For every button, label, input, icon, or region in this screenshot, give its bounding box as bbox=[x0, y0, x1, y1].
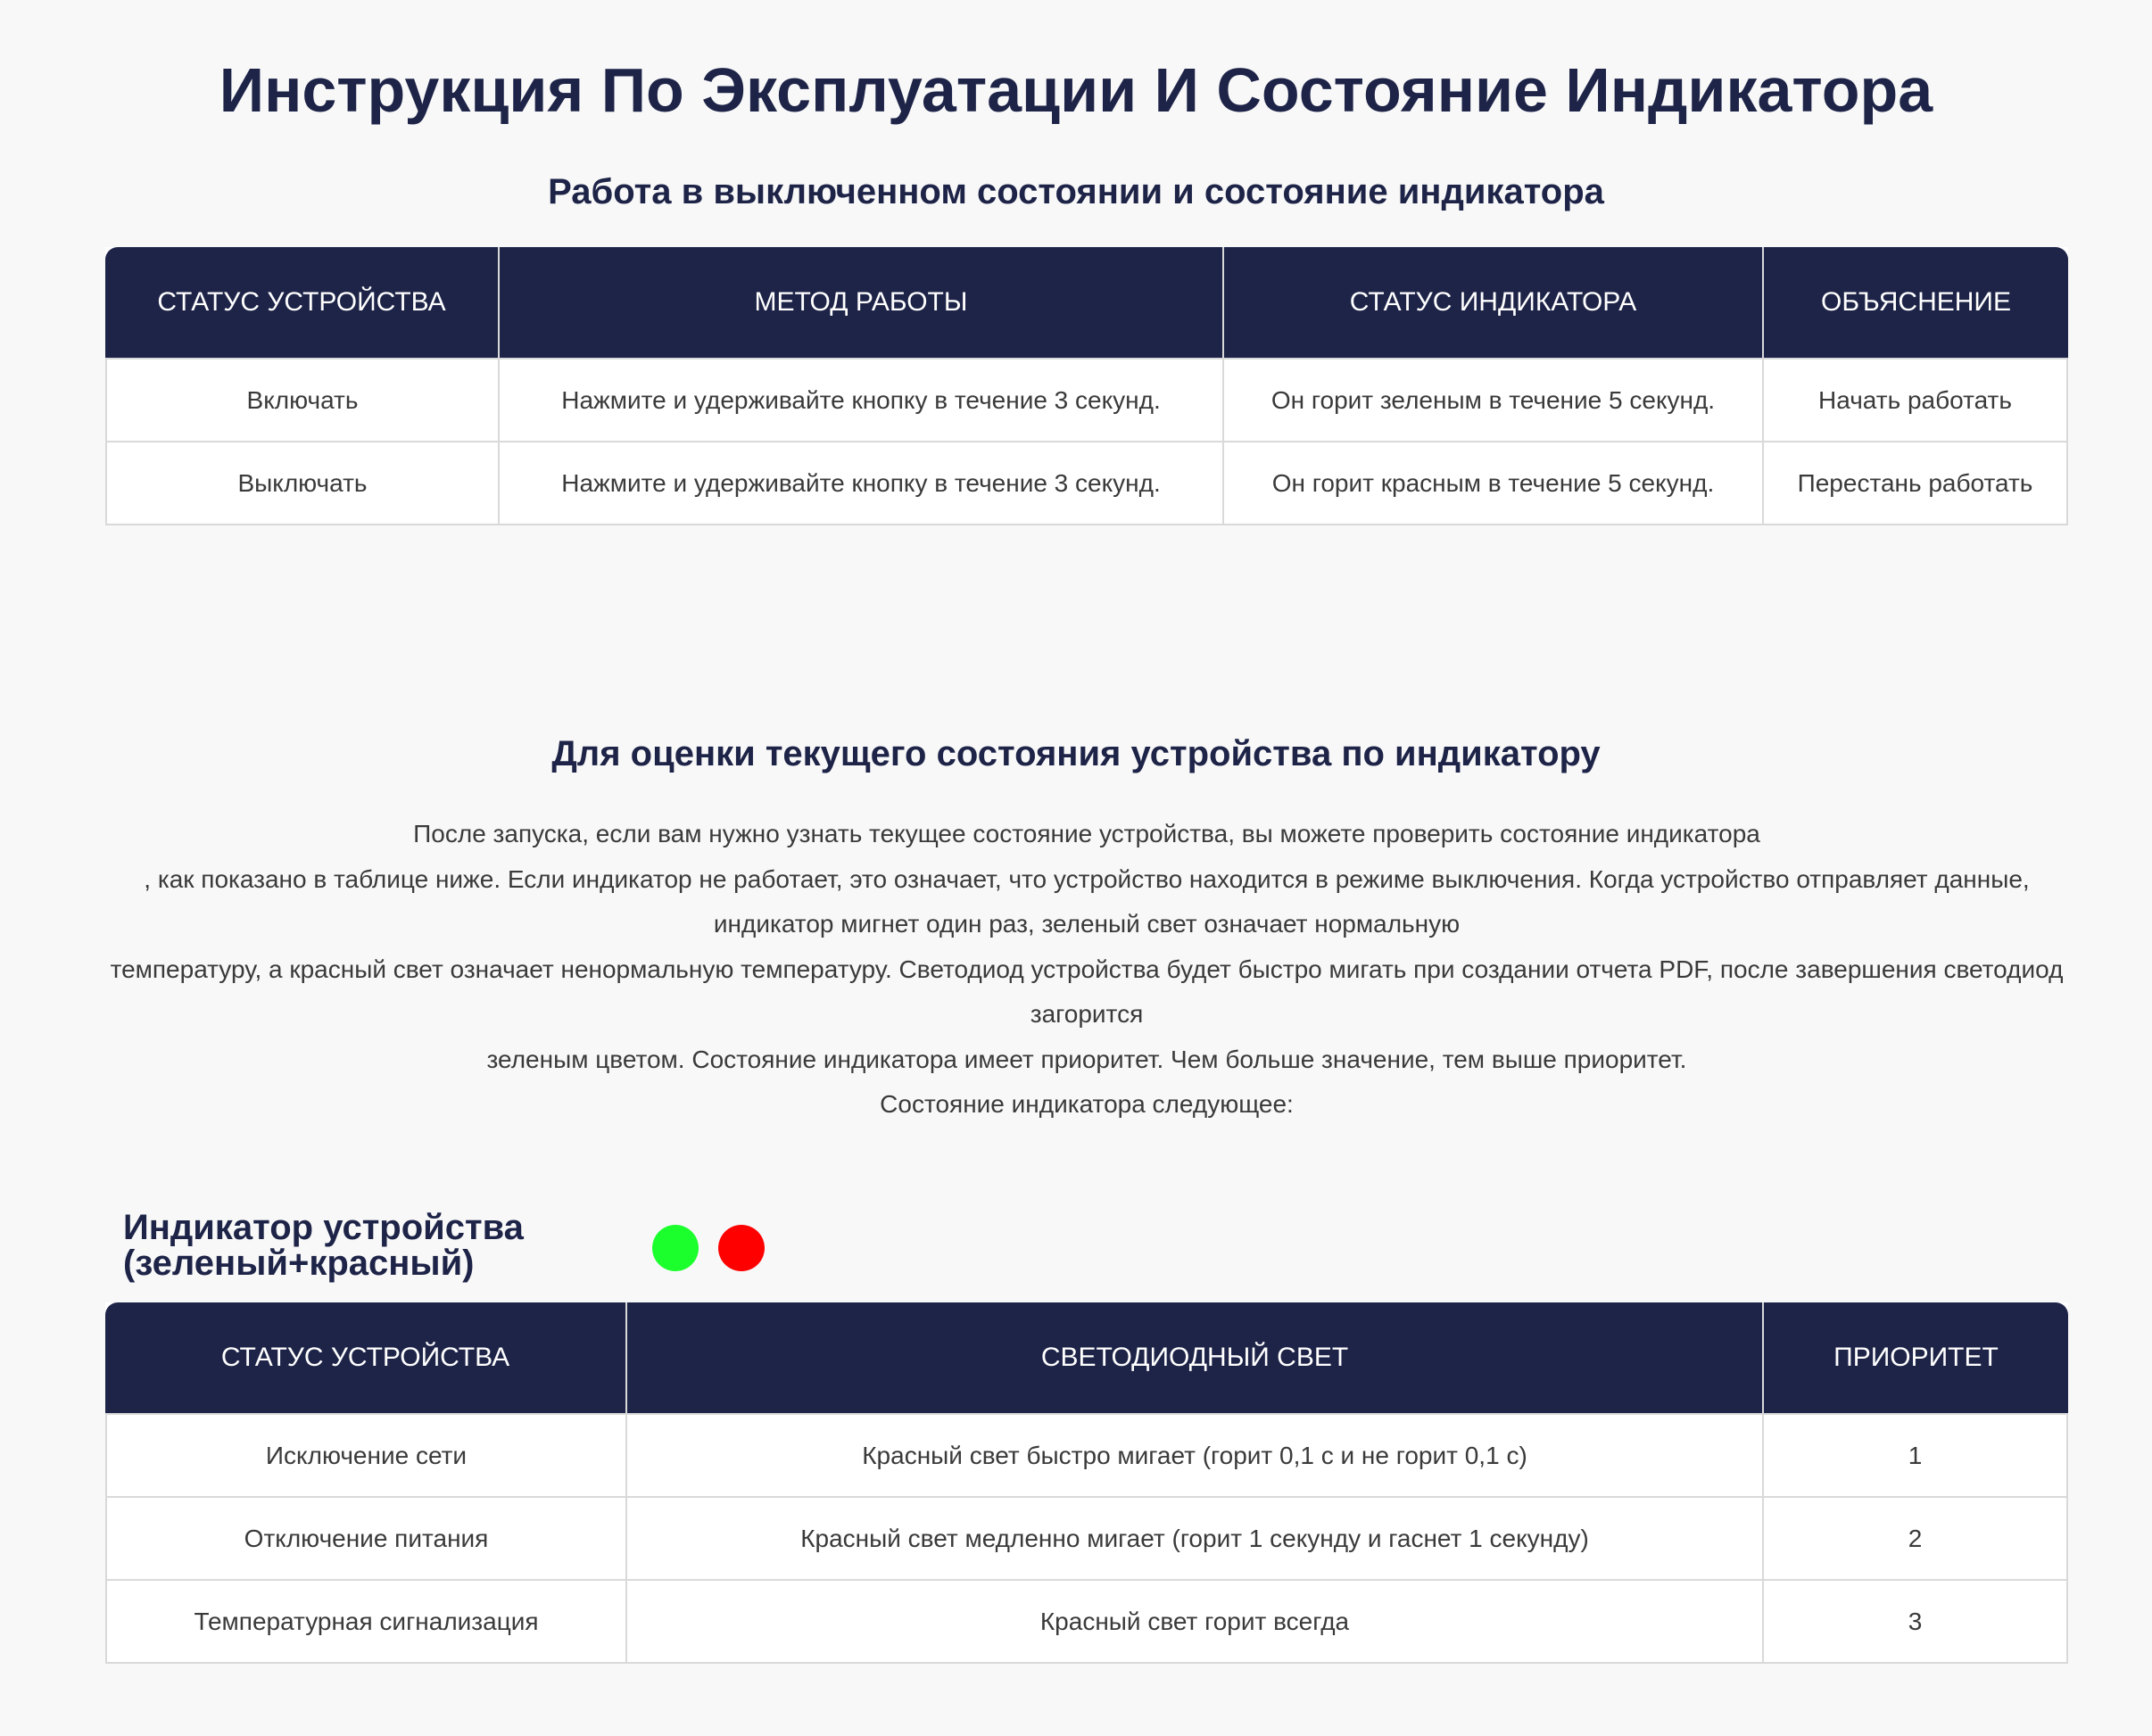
table-cell: 3 bbox=[1764, 1579, 2068, 1664]
table-header-row bbox=[105, 247, 2068, 358]
table-row bbox=[105, 1413, 2068, 1496]
table-row bbox=[105, 1496, 2068, 1579]
table-cell: Он горит красным в течение 5 секунд. bbox=[1224, 441, 1764, 525]
description-line: После запуска, если вам нужно узнать текущее состояние устройства, вы можете проверить состояние индикатора bbox=[413, 820, 1760, 847]
table-cell: Нажмите и удерживайте кнопку в течение 3 секунд. bbox=[500, 358, 1224, 441]
table-cell: Температурная сигнализация bbox=[105, 1579, 627, 1664]
column-header-indicator-status: СТАТУС ИНДИКАТОРА bbox=[1224, 247, 1764, 358]
column-header-explanation: ОБЪЯСНЕНИЕ bbox=[1764, 247, 2068, 358]
indicator-heading-line: Индикатор устройства bbox=[123, 1208, 524, 1247]
column-header-device-status: СТАТУС УСТРОЙСТВА bbox=[105, 247, 500, 358]
red-led-icon bbox=[718, 1225, 765, 1271]
table-cell: Красный свет медленно мигает (горит 1 секунду и гаснет 1 секунду) bbox=[627, 1496, 1764, 1579]
table-cell: Красный свет горит всегда bbox=[627, 1579, 1764, 1664]
table-cell: Красный свет быстро мигает (горит 0,1 с и не горит 0,1 с) bbox=[627, 1413, 1764, 1496]
description-line: , как показано в таблице ниже. Если индикатор не работает, это означает, что устройство находится в режиме выключения. Когда устройство отправляет данные, индикатор мигнет один раз, зеленый свет означает нормальную bbox=[144, 864, 2030, 938]
table-cell: Начать работать bbox=[1764, 358, 2068, 441]
table-cell: Отключение питания bbox=[105, 1496, 627, 1579]
table-header-row bbox=[105, 1302, 2068, 1413]
green-led-icon bbox=[652, 1225, 699, 1271]
table-cell: Перестань работать bbox=[1764, 441, 2068, 525]
led-status-table bbox=[105, 1302, 2068, 1664]
table-cell: 2 bbox=[1764, 1496, 2068, 1579]
power-operation-table bbox=[105, 247, 2068, 525]
power-section-title: Работа в выключенном состоянии и состояние индикатора bbox=[548, 172, 1604, 211]
evaluation-description bbox=[105, 812, 2068, 1128]
column-header-led-light: СВЕТОДИОДНЫЙ СВЕТ bbox=[627, 1302, 1764, 1413]
page-title: Инструкция По Эксплуатации И Состояние Индикатора bbox=[219, 55, 1933, 125]
table-cell: Исключение сети bbox=[105, 1413, 627, 1496]
description-line: температуру, а красный свет означает ненормальную температуру. Светодиод устройства будет быстро мигать при создании отчета PDF, после завершения светодиод загорится bbox=[110, 955, 2064, 1028]
column-header-device-status: СТАТУС УСТРОЙСТВА bbox=[105, 1302, 627, 1413]
table-row bbox=[105, 358, 2068, 441]
column-header-priority: ПРИОРИТЕТ bbox=[1764, 1302, 2068, 1413]
table-cell: Выключать bbox=[105, 441, 500, 525]
table-row bbox=[105, 441, 2068, 525]
table-row bbox=[105, 1579, 2068, 1664]
table-cell: 1 bbox=[1764, 1413, 2068, 1496]
indicator-heading-line: (зеленый+красный) bbox=[123, 1244, 475, 1283]
table-cell: Он горит зеленым в течение 5 секунд. bbox=[1224, 358, 1764, 441]
column-header-operation-method: МЕТОД РАБОТЫ bbox=[500, 247, 1224, 358]
description-line: Состояние индикатора следующее: bbox=[880, 1090, 1294, 1118]
evaluation-section-title: Для оценки текущего состояния устройства по индикатору bbox=[551, 734, 1601, 773]
indicator-heading bbox=[123, 1210, 658, 1281]
description-line: зеленым цветом. Состояние индикатора имеет приоритет. Чем больше значение, тем выше приоритет. bbox=[486, 1045, 1687, 1073]
table-cell: Нажмите и удерживайте кнопку в течение 3 секунд. bbox=[500, 441, 1224, 525]
table-cell: Включать bbox=[105, 358, 500, 441]
